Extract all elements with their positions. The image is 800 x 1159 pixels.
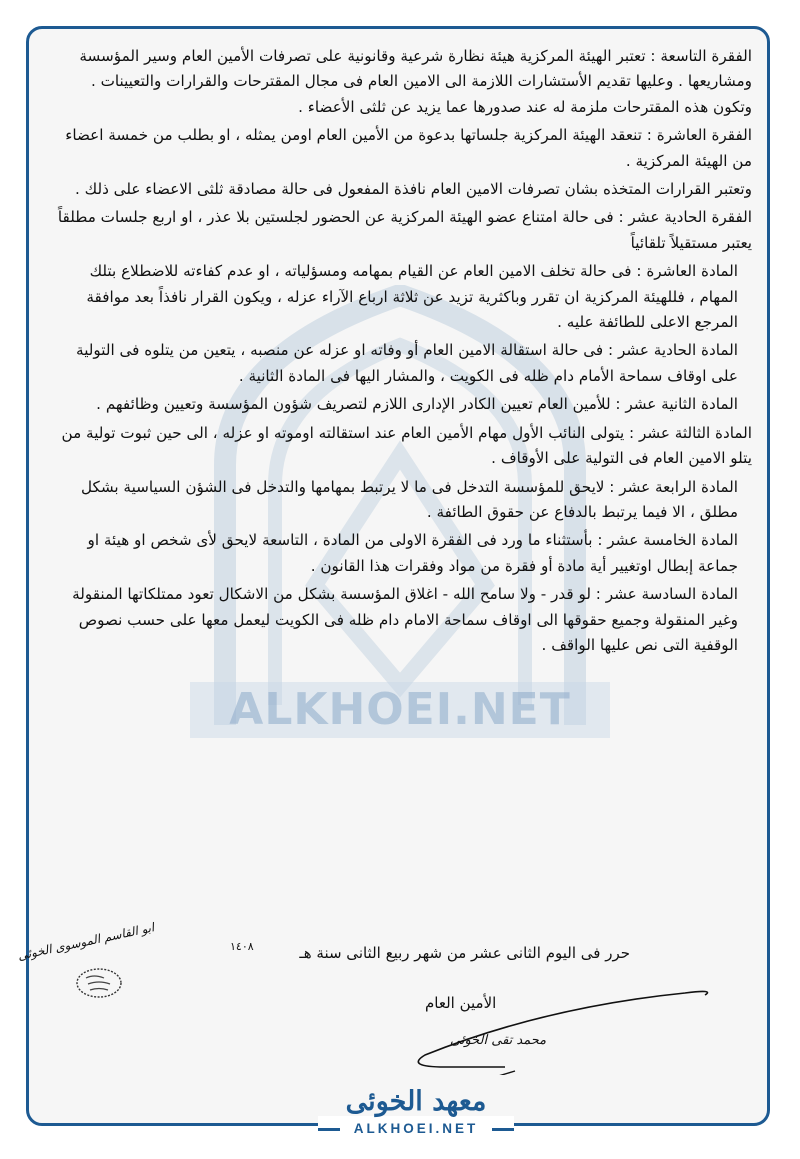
logo-arabic: معهد الخوئى <box>345 1086 487 1117</box>
paragraph-article-11: المادة الحادية عشر : فى حالة استقالة الامين العام أو وفاته او عزله عن منصبه ، يتعين من يتلوه فى التولية على اوقاف سماحة الأمام دام ظله فى الكويت ، والمشار اليها فى المادة الثانية . <box>76 341 738 385</box>
seal-stamp-icon <box>74 966 124 1000</box>
left-signature: ابو القاسم الموسوى الخوئى <box>16 920 156 963</box>
hijri-year: ١٤٠٨ <box>230 940 254 953</box>
paragraph-tenth-clause-cont: وتعتبر القرارات المتخذه بشان تصرفات الامين العام نافذة المفعول فى حالة مصادقة ثلثى الاعضاء على ذلك . <box>75 180 752 199</box>
watermark-text: ALKHOEI.NET <box>190 682 610 738</box>
hijri-suffix: هـ <box>299 944 312 962</box>
signature-title: الأمين العام <box>425 994 497 1012</box>
paragraph-article-14: المادة الرابعة عشر : لايحق للمؤسسة التدخل فى ما لا يرتبط بمهامها والتدخل فى الشؤن السياسية بشكل مطلق ، الا فيما يرتبط بالدفاع عن حقوق الطائفة . <box>80 477 738 521</box>
paragraph-article-13: المادة الثالثة عشر : يتولى النائب الأول مهام الأمين العام عند استقالته اوموته او عزله ، الى حين ثبوت تولية من يتلو الامين العام فى التولية على الأوقاف . <box>61 423 752 468</box>
paragraph-article-15: المادة الخامسة عشر : بأستثناء ما ورد فى الفقرة الاولى من المادة ، التاسعة لايحق لأى شخص او هيئة او جماعة إبطال اوتغيير أية مادة أو فقرة من مواد وفقرات هذا القانون . <box>87 531 738 575</box>
signature-name: محمد تقى الخوئى <box>450 1033 547 1048</box>
paragraph-eleventh-clause: الفقرة الحادية عشر : فى حالة امتناع عضو الهيئة المركزية عن الحضور لجلستين بلا عذر ، او اربع جلسات مطلقاً يعتبر مستقيلاً تلقائياً <box>57 208 752 252</box>
date-line <box>280 944 630 962</box>
date-text: حرر فى اليوم الثانى عشر من شهر ربيع الثانى سنة <box>316 944 630 962</box>
paragraph-ninth-clause: الفقرة التاسعة : تعتبر الهيئة المركزية هيئة نظارة شرعية وقانونية على تصرفات الأمين العام وسير المؤسسة ومشاريعها . وعليها تقديم الأستشارات اللازمة الى الامين العام فى مجال المقترحات والقرارات والتعيينات . وتكون هذه المقترحات ملزمة له عند صدورها عما يزيد عن ثلثى الأعضاء . <box>79 47 752 116</box>
alkhoei-logo <box>318 1084 514 1159</box>
paragraph-article-10: المادة العاشرة : فى حالة تخلف الامين العام عن القيام بمهامه ومسؤلياته ، او عدم كفاءته للاضطلاع بتلك المهام ، فللهيئة المركزية ان تقرر وباكثرية تزيد عن ثلاثة ارباع الآراء عزله ، ويكون القرار نافذاً بعد موافقة المرجع الاعلى للطائفة عليه . <box>86 262 738 332</box>
paragraph-article-16: المادة السادسة عشر : لو قدر - ولا سامح الله - اغلاق المؤسسة بشكل من الاشكال تعود ممتلكاتها المنقولة وغير المنقولة وجميع حقوقها الى اوقاف سماحة الامام دام ظله فى الكويت ليعمل معها على حسب نصوص الوقفية التى نص عليها الواقف . <box>72 585 738 654</box>
logo-latin: ALKHOEI.NET <box>353 1121 479 1136</box>
paragraph-tenth-clause: الفقرة العاشرة : تنعقد الهيئة المركزية جلساتها بدعوة من الأمين العام اومن يمثله ، او بطلب من خمسة اعضاء من الهيئة المركزية . <box>65 126 752 170</box>
document-body <box>52 44 752 661</box>
paragraph-article-12: المادة الثانية عشر : للأمين العام تعيين الكادر الإدارى اللازم لتصريف شؤون المؤسسة وتعيين وظائفهم . <box>96 395 738 414</box>
